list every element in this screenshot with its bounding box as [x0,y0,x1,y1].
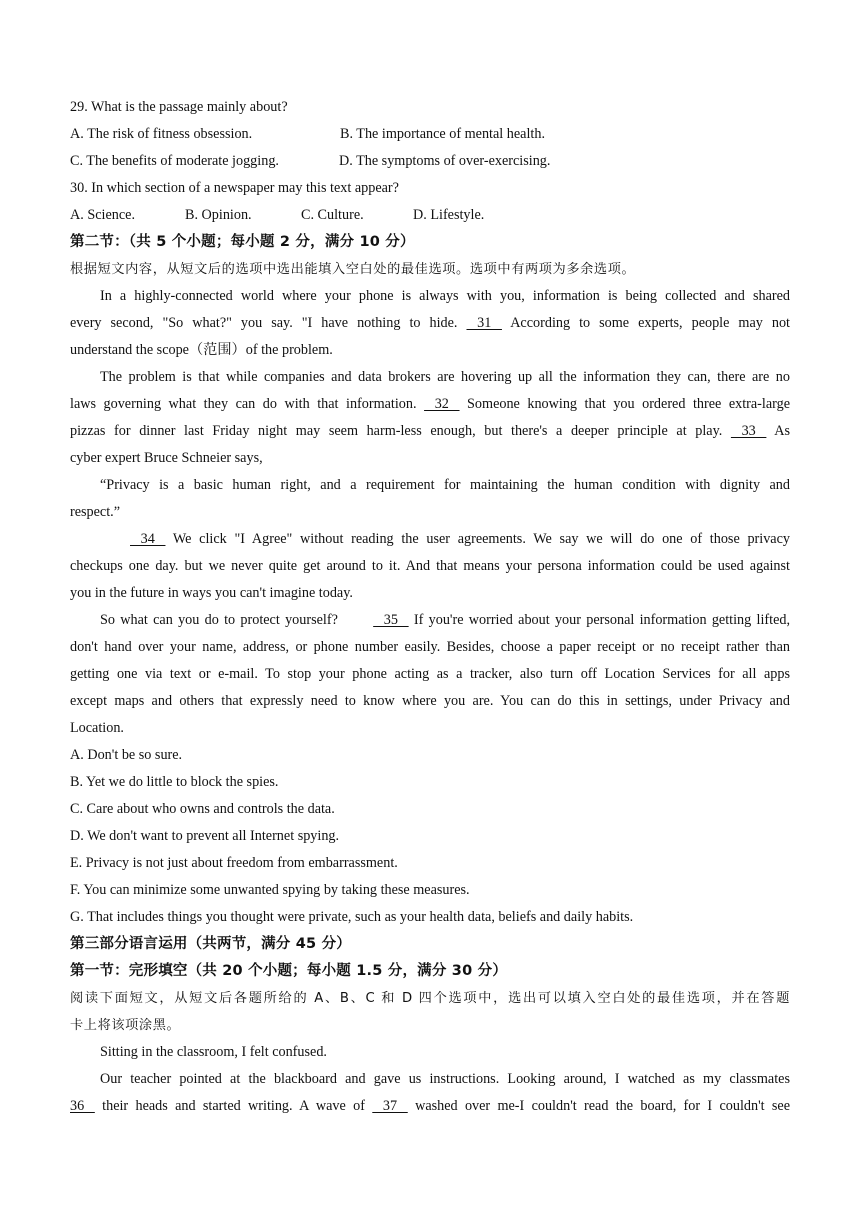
part3-instruction-line1: 阅读下面短文，从短文后各题所给的 A、B、C 和 D 四个选项中，选出可以填入空白处的最佳选项，并在答题 [70,991,790,1006]
passage-p4-line3: you in the future in ways you can't imagine today. [70,585,353,601]
q30-options [70,202,790,229]
passage-text: laws governing what they can do with that information. [70,396,417,412]
section2-instruction: 根据短文内容，从短文后的选项中选出能填入空白处的最佳选项。选项中有两项为多余选项。 [70,262,636,277]
passage-text: pizzas for dinner last Friday night may seem harm-less enough, but there's a deeper principle at play. [70,423,723,439]
part3-section1-title: 第一节：完形填空（共 20 个小题；每小题 1.5 分，满分 30 分） [70,963,508,979]
passage-text: every second, "So what?" you say. "I have nothing to hide. [70,315,458,331]
q30-option-d: D. Lifestyle. [413,207,485,223]
option-e: E. Privacy is not just about freedom from embarrassment. [70,855,398,871]
q29-option-c: C. The benefits of moderate jogging. [70,153,279,169]
q29-options-row1 [70,121,790,148]
passage-p5-line5: Location. [70,720,124,736]
cloze-p2-line2 [70,1093,790,1120]
cloze-p1: Sitting in the classroom, I felt confused. [100,1044,327,1060]
q30-option-a: A. Science. [70,207,136,223]
blank-33: 33 [730,423,767,439]
passage-p2-line3 [70,418,790,445]
exam-page [70,94,790,1120]
q29-options-row2 [70,148,790,175]
passage-p2-line1: The problem is that while companies and data brokers are hovering up all the information they can, there are no [100,369,790,385]
q30-stem: 30. In which section of a newspaper may this text appear? [70,180,399,196]
option-b: B. Yet we do little to block the spies. [70,774,279,790]
option-d: D. We don't want to prevent all Internet spying. [70,828,340,844]
passage-p4-line2: checkups one day. but we never quite get around to it. And that means your persona information could be used against [70,558,790,574]
q29-option-d: D. The symptoms of over-exercising. [339,153,551,169]
passage-p1-line3: understand the scope（范围）of the problem. [70,342,333,358]
blank-36: 36 [70,1098,95,1114]
passage-p1-line2 [70,310,790,337]
part3-title: 第三部分语言运用（共两节，满分 45 分） [70,936,351,952]
option-g: G. That includes things you thought were private, such as your health data, beliefs and daily habits. [70,909,634,925]
blank-37: 37 [372,1098,408,1114]
passage-p5-line1 [70,607,790,634]
passage-p5-line3: getting one via text or e-mail. To stop your phone acting as a tracker, also turn off Location Services for all apps [70,666,790,682]
passage-text: Someone knowing that you ordered three extra-large [467,396,790,412]
blank-32: 32 [424,396,460,412]
blank-34: 34 [130,531,166,547]
quote-line2: respect.” [70,504,121,520]
q29-stem: 29. What is the passage mainly about? [70,99,288,115]
cloze-p2-line1: Our teacher pointed at the blackboard and gave us instructions. Looking around, I watched as my classmates [100,1071,790,1087]
passage-text: If you're worried about your personal information getting lifted, [413,612,791,628]
passage-text: As [774,423,790,439]
option-c: C. Care about who owns and controls the data. [70,801,335,817]
passage-text: So what can you do to protect yourself? [100,612,338,628]
section2-title: 第二节：（共 5 个小题；每小题 2 分，满分 10 分） [70,234,415,250]
option-f: F. You can minimize some unwanted spying by taking these measures. [70,882,470,898]
q29-option-b: B. The importance of mental health. [340,126,545,142]
quote-line1: “Privacy is a basic human right, and a requirement for maintaining the human condition with dignity and [100,477,790,493]
passage-p2-line2 [70,391,790,418]
passage-text: According to some experts, people may not [510,315,790,331]
passage-p4-line1 [70,526,790,553]
passage-text: their heads and started writing. A wave of [102,1098,365,1114]
passage-text: washed over me-I couldn't read the board, for I couldn't see [415,1098,791,1114]
blank-35: 35 [373,612,409,628]
passage-p2-line4: cyber expert Bruce Schneier says, [70,450,263,466]
q30-option-b: B. Opinion. [185,207,252,223]
passage-p5-line4: except maps and others that expressly need to know where you are. You can do this in settings, under Privacy and [70,693,790,709]
blank-31: 31 [466,315,502,331]
passage-p1-line1: In a highly-connected world where your phone is always with you, information is being collected and shared [100,288,790,304]
q30-option-c: C. Culture. [301,207,364,223]
part3-instruction-line2: 卡上将该项涂黑。 [70,1018,181,1033]
option-a: A. Don't be so sure. [70,747,183,763]
passage-text: We click "I Agree" without reading the user agreements. We say we will do one of those privacy [172,531,790,547]
q29-option-a: A. The risk of fitness obsession. [70,126,253,142]
passage-p5-line2: don't hand over your name, address, or phone number easily. Besides, choose a paper receipt or no receipt rather than [70,639,790,655]
